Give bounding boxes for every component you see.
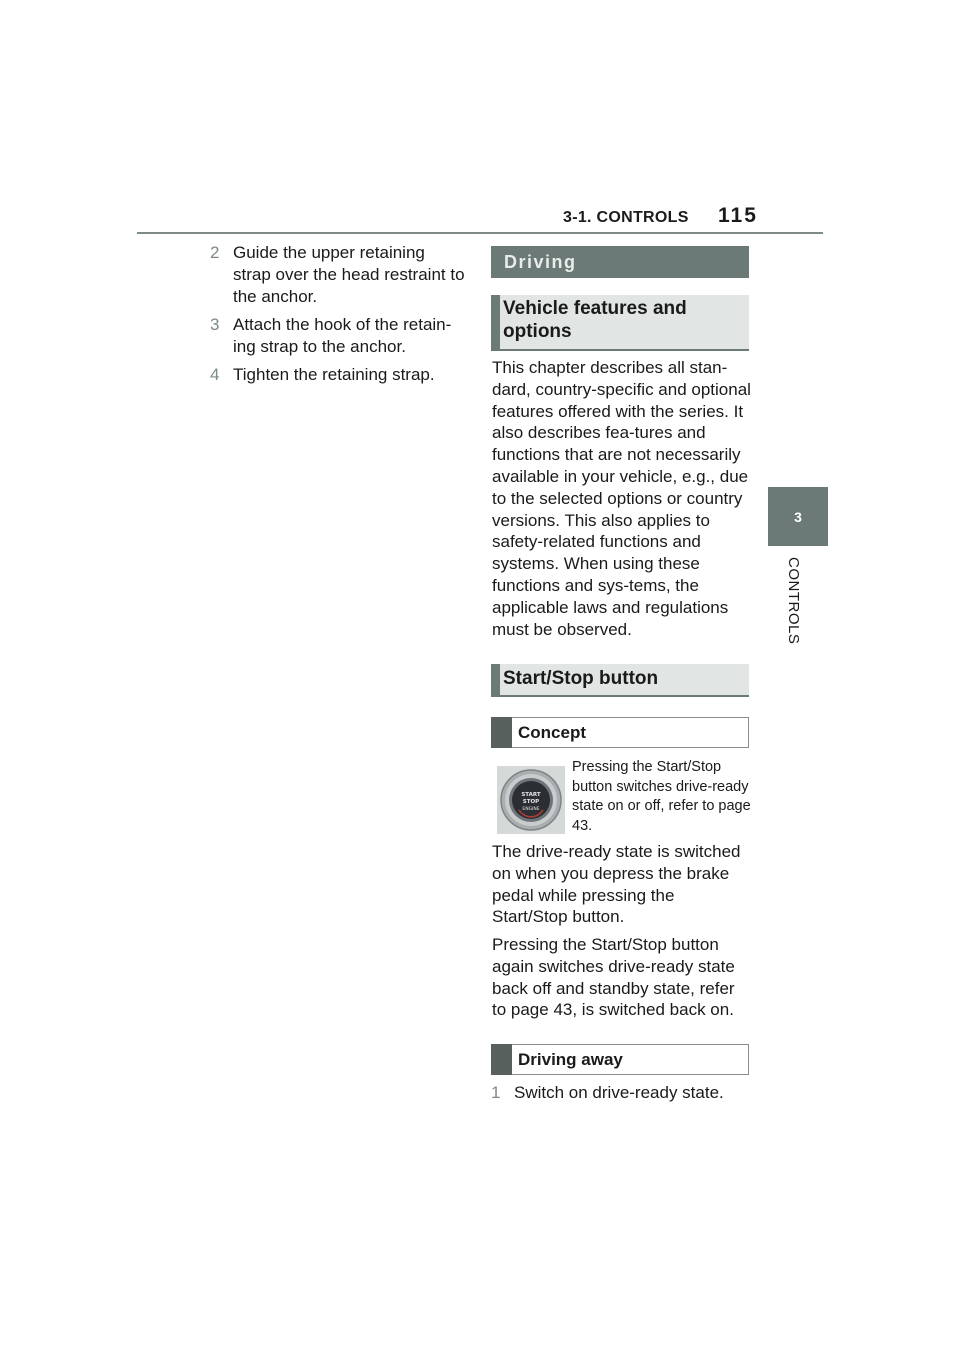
concept-paragraph-2: Pressing the Start/Stop button again switches drive-ready state back off and standby state, refer to page 43, is switched back on.	[492, 935, 735, 1020]
step-text: Switch on drive-ready state.	[514, 1083, 724, 1102]
step-number: 1	[491, 1083, 501, 1102]
step-item	[210, 314, 465, 358]
concept-paragraph-1: The drive-ready state is switched on when you depress the brake pedal while pressing the Start/Stop button.	[492, 842, 741, 927]
svg-text:ENGINE: ENGINE	[522, 807, 540, 812]
subheading-bar	[491, 717, 512, 748]
running-header-section: 3-1. CONTROLS	[563, 209, 689, 226]
section-heading-start-stop: Start/Stop button	[491, 664, 749, 697]
vehicle-features-paragraph: This chapter describes all stan-dard, country-specific and optional features offered with the series. It also describes fea-tures and functions that are not necessarily available in your vehicle, e.g., due to the selected options or country versions. This also applies to safety-related functions and systems. When using these functions and sys-tems, the applicable laws and regulations must be observed.	[492, 358, 751, 639]
step-text: Attach the hook of the retain-ing strap to the anchor.	[233, 315, 452, 356]
step-text: Guide the upper retaining strap over the head restraint to the anchor.	[233, 243, 465, 306]
section-heading-vehicle-features: Vehicle features and options	[491, 295, 749, 351]
svg-text:START: START	[521, 792, 541, 798]
chapter-tab: 3	[768, 487, 828, 546]
svg-text:STOP: STOP	[522, 799, 540, 805]
subheading-driving-away	[491, 1044, 749, 1075]
step-item	[210, 364, 465, 386]
subheading-concept	[491, 717, 749, 748]
step-number: 4	[210, 365, 220, 384]
page-number: 115	[718, 204, 758, 227]
step-item	[491, 1082, 751, 1104]
chapter-tab-label: CONTROLS	[785, 557, 802, 645]
subheading-bar	[491, 1044, 512, 1075]
subheading-label: Driving away	[518, 1049, 623, 1069]
concept-note: Pressing the Start/Stop button switches drive-ready state on or off, refer to page 43.	[572, 759, 751, 834]
step-number: 3	[210, 315, 220, 334]
driving-away-steps	[491, 1082, 751, 1110]
start-stop-button-icon	[497, 766, 565, 834]
header-divider	[137, 232, 823, 234]
start-stop-button-image	[497, 766, 565, 834]
step-item	[210, 242, 465, 308]
step-text: Tighten the retaining strap.	[233, 365, 435, 384]
left-column	[210, 242, 465, 392]
subheading-label: Concept	[518, 722, 586, 742]
chapter-heading: Driving	[491, 246, 749, 278]
step-number: 2	[210, 243, 220, 262]
